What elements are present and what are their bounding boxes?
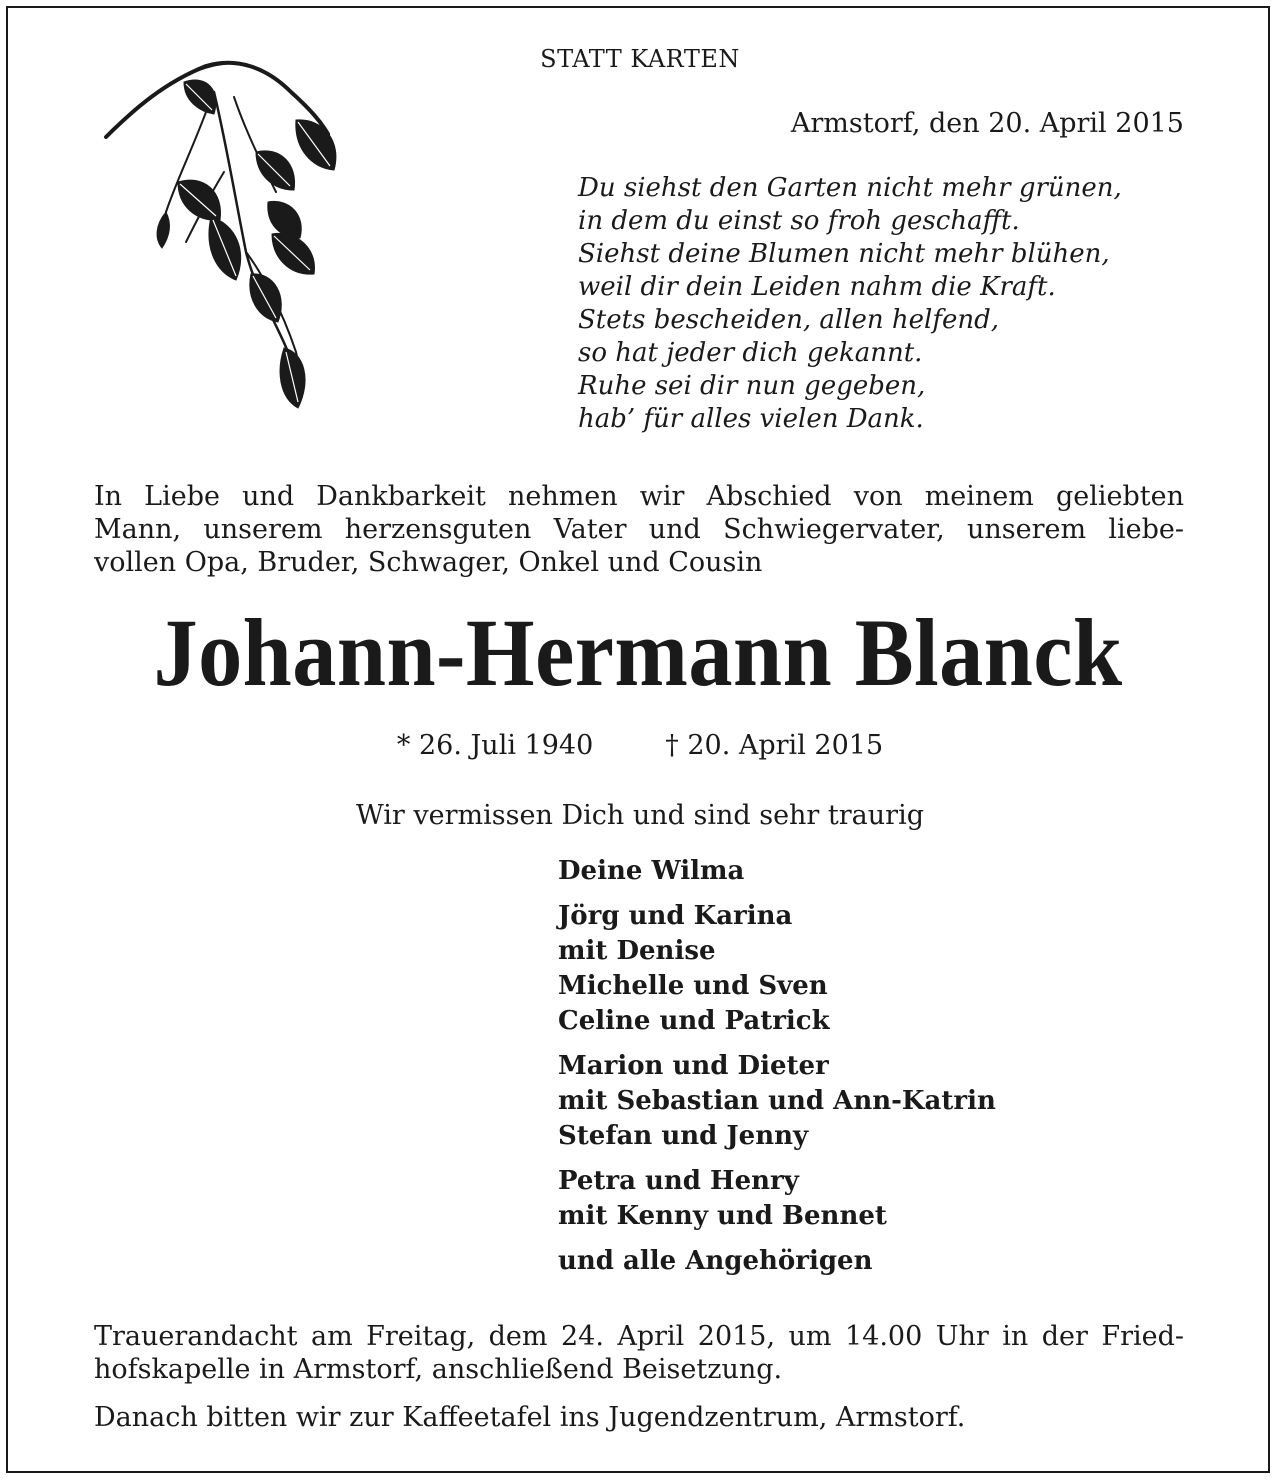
mourner-group — [558, 1164, 996, 1234]
mourner-line: mit Kenny und Bennet — [558, 1201, 887, 1231]
service-line: Trauerandacht am Freitag, dem 24. April 2015, um 14.00 Uhr in der Fried- — [94, 1321, 1184, 1352]
mourner-group — [558, 1244, 996, 1279]
mourner-line: mit Denise — [558, 936, 716, 966]
poem-line: Siehst deine Blumen nicht mehr blühen, — [578, 239, 1110, 269]
mourner-line: Marion und Dieter — [558, 1051, 829, 1081]
death-date: † 20. April 2015 — [665, 730, 884, 761]
poem-line: Du siehst den Garten nicht mehr grünen, — [578, 173, 1122, 203]
mourner-line: Michelle und Sven — [558, 971, 828, 1001]
poem-line: Stets bescheiden, allen helfend, — [578, 305, 1000, 335]
mourners-list — [558, 854, 996, 1289]
service-line: hofskapelle in Armstorf, anschließend Beisetzung. — [94, 1354, 783, 1385]
poem-line: in dem du einst so froh geschafft. — [578, 206, 1020, 236]
mourner-group — [558, 899, 996, 1039]
mourner-group — [558, 854, 996, 889]
intro-line: In Liebe und Dankbarkeit nehmen wir Abschied von meinem geliebten — [94, 481, 1184, 512]
birth-date: * 26. Juli 1940 — [396, 730, 594, 761]
mourner-line: Celine und Patrick — [558, 1006, 830, 1036]
poem-line: so hat jeder dich gekannt. — [578, 338, 923, 368]
service-info — [94, 1320, 1184, 1386]
poem-line: weil dir dein Leiden nahm die Kraft. — [578, 272, 1056, 302]
intro-text — [94, 480, 1184, 579]
mourner-line: Deine Wilma — [558, 856, 745, 886]
mourner-line: Stefan und Jenny — [558, 1121, 809, 1151]
poem-line: hab’ für alles vielen Dank. — [578, 404, 924, 434]
closing-line: Danach bitten wir zur Kaffeetafel ins Jugendzentrum, Armstorf. — [94, 1402, 966, 1433]
mourner-line: mit Sebastian und Ann-Katrin — [558, 1086, 996, 1116]
poem-line: Ruhe sei dir nun gegeben, — [578, 371, 926, 401]
mourner-line: Jörg und Karina — [558, 901, 793, 931]
statt-karten-label: STATT KARTEN — [540, 45, 740, 73]
place-date: Armstorf, den 20. April 2015 — [790, 108, 1184, 139]
mourner-group — [558, 1049, 996, 1154]
poem — [578, 172, 1122, 436]
life-dates — [0, 730, 1280, 761]
mourner-line: und alle Angehörigen — [558, 1246, 873, 1276]
mourner-line: Petra und Henry — [558, 1166, 799, 1196]
birch-branch-icon — [96, 52, 356, 422]
deceased-name: Johann-Hermann Blanck — [153, 599, 1123, 706]
miss-line: Wir vermissen Dich und sind sehr traurig — [356, 800, 924, 831]
intro-line: Mann, unserem herzensguten Vater und Schwiegervater, unserem liebe- — [94, 514, 1184, 545]
intro-line: vollen Opa, Bruder, Schwager, Onkel und Cousin — [94, 547, 763, 578]
